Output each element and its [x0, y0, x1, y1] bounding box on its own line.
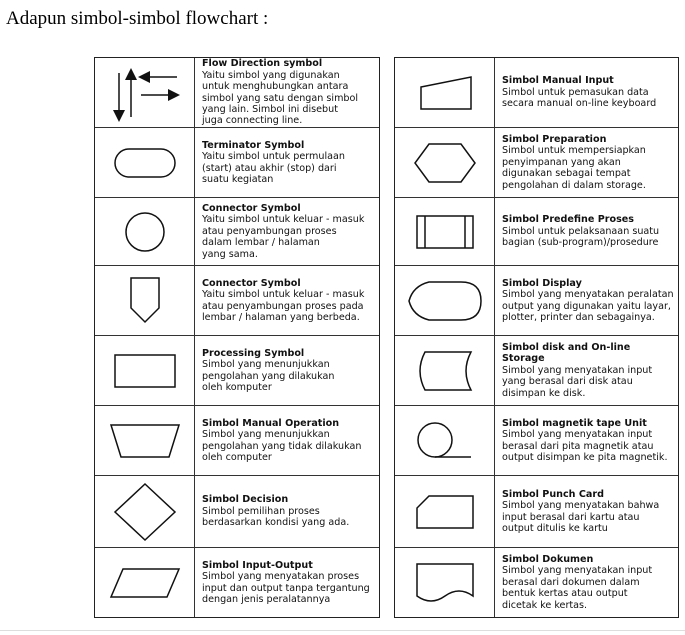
symbol-body: Simbol yang menyatakan peralatan output yang digunakan yaitu layar, plotter, printer dan sebagainya. — [502, 289, 674, 323]
table-row — [95, 476, 379, 548]
symbol-body: Yaitu simbol untuk keluar - masuk atau penyambungan proses pada lembar / halaman yang berbeda. — [202, 289, 365, 323]
processing-rectangle-icon — [95, 336, 195, 405]
symbol-description — [195, 128, 379, 197]
document-icon — [395, 548, 495, 617]
decision-diamond-icon — [95, 476, 195, 547]
symbol-description — [195, 266, 379, 335]
symbol-body: Simbol yang menyatakan input berasal dari pita magnetik atau output disimpan ke pita magnetik. — [502, 429, 668, 463]
table-row — [395, 198, 678, 266]
table-row — [395, 548, 678, 617]
symbol-title: Simbol Display — [502, 277, 582, 289]
symbol-description — [495, 406, 678, 475]
symbol-description — [195, 476, 379, 547]
flow-direction-arrows-icon — [95, 58, 195, 127]
symbol-description — [495, 476, 678, 547]
table-row — [95, 336, 379, 406]
table-row — [95, 58, 379, 128]
symbol-title: Processing Symbol — [202, 347, 305, 359]
connector-circle-icon — [95, 198, 195, 265]
symbol-description — [495, 266, 678, 335]
symbol-description — [495, 58, 678, 127]
disk-storage-icon — [395, 336, 495, 405]
symbol-description — [495, 336, 678, 405]
symbol-description — [495, 548, 678, 617]
symbol-body: Simbol yang menyatakan bahwa input berasal dari kartu atau output ditulis ke kartu — [502, 500, 660, 534]
table-row — [95, 128, 379, 198]
symbol-body: Simbol yang menunjukkan pengolahan yang tidak dilakukan oleh computer — [202, 429, 362, 463]
preparation-hexagon-icon — [395, 128, 495, 197]
table-row — [95, 198, 379, 266]
symbol-body: Yaitu simbol untuk permulaan (start) atau akhir (stop) dari suatu kegiatan — [202, 151, 345, 185]
symbol-description — [195, 406, 379, 475]
symbol-title: Simbol disk and On-line Storage — [502, 341, 631, 365]
symbol-table-left — [94, 57, 380, 618]
table-row — [395, 336, 678, 406]
manual-input-icon — [395, 58, 495, 127]
symbol-title: Simbol Manual Operation — [202, 417, 340, 429]
symbol-body: Yaitu simbol untuk keluar - masuk atau penyambungan proses dalam lembar / halaman yang sama. — [202, 214, 365, 260]
symbol-body: Yaitu simbol yang digunakan untuk menghubungkan antara simbol yang satu dengan simbol yang lain. Simbol ini disebut juga connecting line. — [202, 69, 359, 127]
symbol-body: Simbol untuk pemasukan data secara manual on-line keyboard — [502, 86, 657, 110]
symbol-body: Simbol yang menyatakan input yang berasal dari disk atau disimpan ke disk. — [502, 364, 653, 399]
display-icon — [395, 266, 495, 335]
symbol-title: Simbol Preparation — [502, 133, 607, 145]
symbol-title: Simbol Manual Input — [502, 75, 614, 87]
symbol-table-right — [394, 57, 679, 618]
symbol-title: Simbol Input-Output — [202, 559, 313, 571]
table-row — [395, 128, 678, 198]
terminator-rounded-rect-icon — [95, 128, 195, 197]
input-output-parallelogram-icon — [95, 548, 195, 617]
table-row — [95, 548, 379, 617]
symbol-title: Terminator Symbol — [202, 139, 305, 151]
manual-operation-trapezoid-icon — [95, 406, 195, 475]
table-row — [395, 406, 678, 476]
symbol-title: Simbol Punch Card — [502, 488, 604, 500]
page-heading: Adapun simbol-simbol flowchart : — [6, 8, 269, 29]
symbol-body: Simbol yang menyatakan input berasal dari dokumen dalam bentuk kertas atau output dicetak ke kertas. — [502, 565, 653, 611]
symbol-title: Simbol Predefine Proses — [502, 214, 634, 226]
symbol-body: Simbol yang menyatakan proses input dan output tanpa tergantung dengan jenis peralatannya — [202, 571, 370, 605]
predefined-process-icon — [395, 198, 495, 265]
divider — [0, 630, 685, 631]
symbol-body: Simbol yang menunjukkan pengolahan yang dilakukan oleh komputer — [202, 359, 335, 393]
symbol-title: Simbol Decision — [202, 494, 289, 506]
symbol-body: Simbol untuk pelaksanaan suatu bagian (sub-program)/prosedure — [502, 225, 660, 249]
symbol-body: Simbol pemilihan proses berdasarkan kondisi yang ada. — [202, 505, 350, 529]
table-row — [395, 476, 678, 548]
symbol-description — [195, 198, 379, 265]
symbol-title: Flow Direction symbol — [202, 58, 323, 70]
table-row — [95, 266, 379, 336]
magnetic-tape-icon — [395, 406, 495, 475]
symbol-description — [195, 58, 379, 127]
offpage-connector-pentagon-icon — [95, 266, 195, 335]
symbol-title: Simbol Dokumen — [502, 553, 594, 565]
punch-card-icon — [395, 476, 495, 547]
symbol-description — [495, 128, 678, 197]
symbol-description — [195, 548, 379, 617]
symbol-description — [495, 198, 678, 265]
table-row — [395, 58, 678, 128]
table-row — [395, 266, 678, 336]
symbol-title: Simbol magnetik tape Unit — [502, 417, 647, 429]
symbol-title: Connector Symbol — [202, 202, 301, 214]
table-row — [95, 406, 379, 476]
symbol-title: Connector Symbol — [202, 277, 301, 289]
symbol-body: Simbol untuk mempersiapkan penyimpanan yang akan digunakan sebagai tempat pengolahan di dalam storage. — [502, 145, 646, 191]
symbol-description — [195, 336, 379, 405]
